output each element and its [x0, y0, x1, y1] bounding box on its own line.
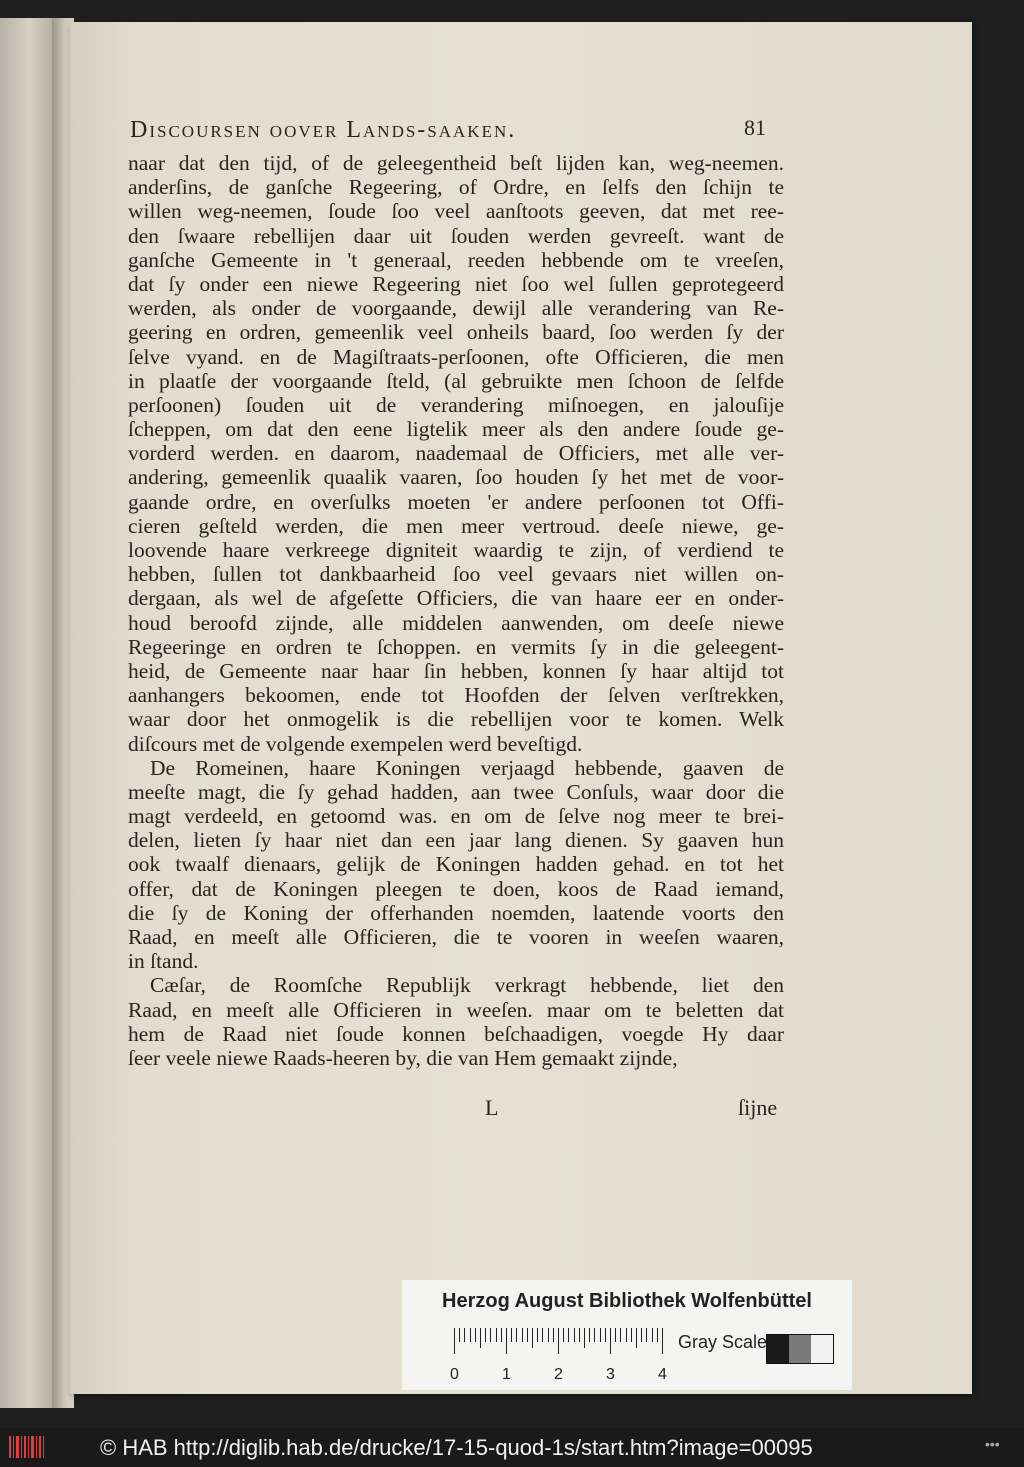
gray-scale-patch: [766, 1334, 834, 1364]
ruler-tick: [579, 1328, 580, 1342]
library-name: Herzog August Bibliothek Wolfenbüttel: [442, 1290, 812, 1312]
text-line: houd beroofd zijnde, alle middelen aanwenden, om deeſe niewe: [128, 610, 784, 635]
ruler-tick: [652, 1328, 653, 1342]
text-line: ganſche Gemeente in 't generaal, reeden hebbende om te vreeſen,: [128, 247, 784, 272]
text-line: aanhangers bekoomen, ende tot Hoofden der ſelven verſtrekken,: [128, 683, 784, 708]
ruler-tick: [568, 1328, 569, 1342]
ruler-tick: [563, 1328, 564, 1342]
ruler-tick: [475, 1328, 476, 1342]
barcode-icon: [8, 1434, 46, 1460]
gray-scale-label: Gray Scale: [678, 1332, 768, 1352]
gray-scale-swatch: [789, 1335, 811, 1363]
text-line: offer, dat de Koningen pleegen te doen, koos de Raad iemand,: [128, 876, 784, 901]
catchword: ſijne: [738, 1095, 778, 1120]
ruler-number: 0: [450, 1366, 459, 1383]
text-line: perſoonen) ſouden uit de verandering miſnoegen, en jalouſije: [128, 392, 784, 417]
text-line: hebben, ſullen tot dankbaarheid ſoo veel gevaars niet willen on-: [128, 562, 784, 587]
text-line: ſeer veele niewe Raads-heeren by, die van Hem gemaakt zijnde,: [128, 1045, 678, 1070]
ruler-scale: [454, 1328, 666, 1354]
text-line: magt verdeeld, en getoomd was. en om de ſelve nog meer te brei-: [128, 804, 784, 829]
text-line: heid, de Gemeente naar haar ſin hebben, konnen ſy haar altijd tot: [128, 658, 784, 683]
text-line: den ſwaare rebellijen daar uit ſouden werden gevreeſt. want de: [128, 223, 784, 248]
ruler-tick: [470, 1328, 471, 1342]
text-line: Raad, en meeſt alle Officieren, die te vooren in weeſen waaren,: [128, 925, 784, 949]
signature-mark: L: [485, 1095, 499, 1120]
text-line: anderſins, de ganſche Regeering, of Ordre, en ſelfs den ſchijn te: [128, 175, 784, 200]
library-color-card: [402, 1280, 852, 1390]
ruler-tick: [464, 1328, 465, 1342]
footer-link-text[interactable]: © HAB http://diglib.hab.de/drucke/17-15-quod-1s/start.htm?image=00095: [100, 1435, 813, 1460]
text-line: meeſte magt, die ſy gehad hadden, aan twee Conſuls, waar door die: [128, 779, 784, 804]
ruler-number: 4: [658, 1366, 667, 1383]
ruler-tick: [615, 1328, 616, 1342]
ruler-number: 3: [606, 1366, 615, 1383]
text-line: vorderd werden. en daarom, naademaal de Officiers, met alle ver-: [128, 441, 784, 466]
ruler-tick: [594, 1328, 595, 1342]
ruler-tick: [662, 1328, 663, 1354]
text-line: ſelve vyand. en de Magiſtraats-perſoonen, ofte Officieren, die men: [128, 344, 784, 369]
body-text: [128, 151, 784, 1070]
gray-scale-swatch: [811, 1335, 833, 1363]
text-line: waar door het onmogelik is die rebellijen voor te komen. Welk: [128, 707, 784, 732]
more-options-icon[interactable]: •••: [985, 1436, 1000, 1452]
text-line: naar dat den tijd, of de geleegentheid beſt lijden kan, weg-neemen.: [128, 151, 784, 175]
ruler-tick: [605, 1328, 606, 1342]
ruler-tick: [501, 1328, 502, 1342]
ruler-tick: [620, 1328, 621, 1342]
viewer-footer: [0, 1428, 1024, 1467]
ruler-tick: [527, 1328, 528, 1342]
gray-scale-swatch: [767, 1335, 789, 1363]
text-line: Cæſar, de Roomſche Republijk verkragt hebbende, liet den: [150, 973, 784, 998]
ruler-tick: [553, 1328, 554, 1342]
text-line: gaande ordre, en overſulks moeten 'er andere perſoonen tot Offi-: [128, 489, 784, 514]
ruler-tick: [610, 1328, 611, 1354]
ruler-tick: [454, 1328, 455, 1354]
ruler-tick: [459, 1328, 460, 1342]
text-line: Regeeringe en ordren te ſchoppen. en vermits ſy in die geleegent-: [128, 634, 784, 659]
text-line: die ſy de Koning der offerhanden noemden, laatende voorts den: [128, 900, 784, 925]
ruler-tick: [600, 1328, 601, 1342]
ruler-tick: [657, 1328, 658, 1342]
text-line: diſcours met de volgende exempelen werd beveſtigd.: [128, 731, 583, 756]
text-line: delen, lieten ſy haar niet dan een jaar lang dienen. Sy gaaven hun: [128, 828, 784, 853]
ruler-tick: [584, 1328, 585, 1348]
ruler-tick: [548, 1328, 549, 1342]
text-line: in plaatſe der voorgaande ſteld, (al gebruikte men ſchoon de ſelfde: [128, 368, 784, 393]
ruler-tick: [542, 1328, 543, 1342]
text-line: andering, gemeenlik quaalik vaaren, ſoo houden ſy het met de voor-: [128, 465, 784, 490]
ruler-tick: [506, 1328, 507, 1354]
text-line: Raad, en meeſt alle Officieren in weeſen. maar om te beletten dat: [128, 997, 784, 1022]
ruler-tick: [574, 1328, 575, 1342]
text-line: ſcheppen, om dat den eene ligtelik meer als den andere ſoude ge-: [128, 417, 784, 442]
ruler-tick: [516, 1328, 517, 1342]
text-line: willen weg-neemen, ſoude ſoo veel aanſtoots geeven, dat met ree-: [128, 199, 784, 224]
text-line: werden, als onder de voorgaande, dewijl alle verandering van Re-: [128, 296, 784, 321]
ruler-number: 2: [554, 1366, 563, 1383]
ruler-tick: [626, 1328, 627, 1342]
ruler-tick: [537, 1328, 538, 1342]
ruler-tick: [522, 1328, 523, 1342]
text-line: cieren geſteld werden, die men meer vertroud. deeſe niewe, ge-: [128, 513, 784, 538]
text-line: hem de Raad niet ſoude konnen beſchaadigen, voegde Hy daar: [128, 1021, 784, 1046]
page-number: 81: [744, 115, 766, 140]
ruler-tick: [480, 1328, 481, 1348]
text-line: dat ſy onder een niewe Regeering niet ſoo wel ſullen geprotegeerd: [128, 271, 784, 296]
text-line: De Romeinen, haare Koningen verjaagd hebbende, gaaven de: [150, 755, 784, 780]
ruler-tick: [646, 1328, 647, 1342]
running-head: Discoursen oover Lands-saaken.: [130, 117, 517, 143]
ruler-tick: [558, 1328, 559, 1354]
ruler-tick: [636, 1328, 637, 1348]
text-line: loovende haare verkreege digniteit waardig te zijn, of verdiend te: [128, 538, 784, 562]
text-line: dergaan, als wel de afgeſette Officiers, die van haare eer en onder-: [128, 586, 784, 611]
text-line: in ſtand.: [128, 949, 199, 974]
text-line: geering en ordren, gemeenlik veel onheils baard, ſoo werden ſy der: [128, 320, 784, 345]
ruler-tick: [532, 1328, 533, 1348]
ruler-tick: [589, 1328, 590, 1342]
ruler-tick: [511, 1328, 512, 1342]
ruler-number: 1: [502, 1366, 511, 1383]
text-line: ook twaalf dienaars, gelijk de Koningen hadden gehad. en tot het: [128, 852, 784, 877]
ruler-tick: [631, 1328, 632, 1342]
ruler-tick: [496, 1328, 497, 1342]
ruler-tick: [490, 1328, 491, 1342]
ruler-tick: [641, 1328, 642, 1342]
ruler-tick: [485, 1328, 486, 1342]
